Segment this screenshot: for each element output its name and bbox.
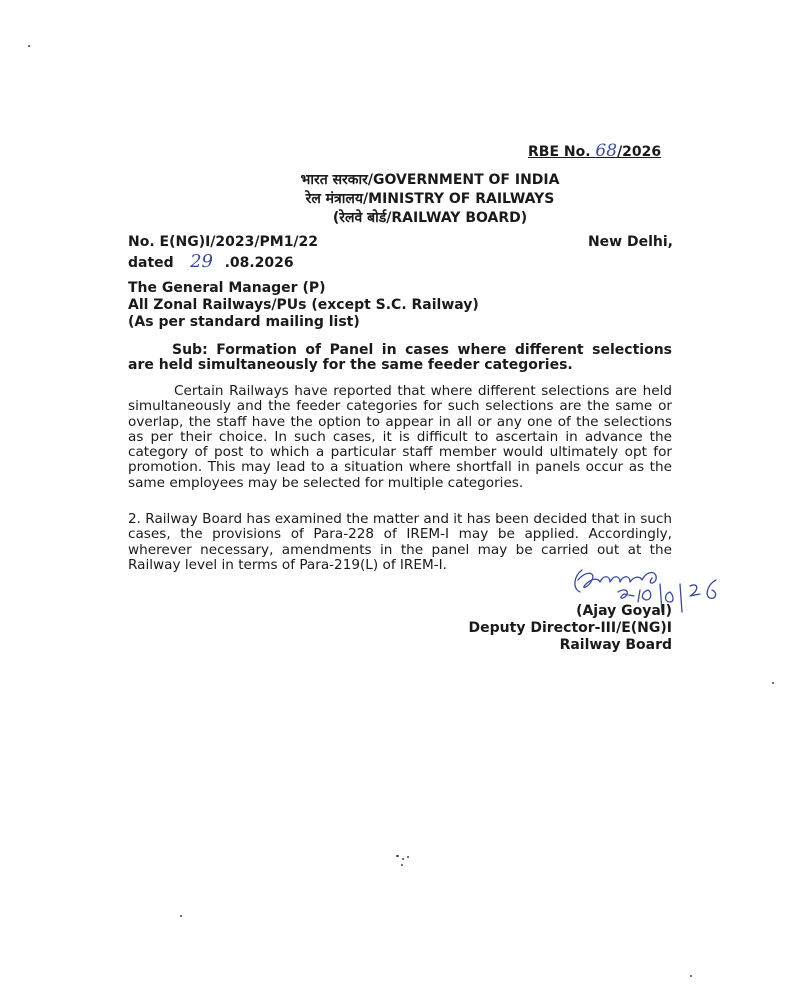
letterhead [160,171,700,228]
scan-speck [690,975,692,977]
dated-rest: .08.2026 [224,255,294,271]
letterhead-board: (रेलवे बोर्ड/RAILWAY BOARD) [332,210,528,226]
scan-speck [180,915,182,917]
signatory-block [420,603,672,654]
signatory-name: (Ajay Goyal) [576,603,672,619]
addressee-line-3: (As per standard mailing list) [128,314,360,330]
signatory-office: Railway Board [559,637,672,653]
addressee-line-2: All Zonal Railways/PUs (except S.C. Railway) [128,297,479,313]
rbe-number [528,141,661,161]
scan-speck [402,858,404,860]
addressee-line-1: The General Manager (P) [128,280,326,296]
scan-speck [396,855,399,857]
dated-label: dated [128,255,174,271]
rbe-suffix: /2026 [617,144,662,160]
reference-number: No. E(NG)I/2023/PM1/22 [128,234,319,250]
letterhead-government: भारत सरकार/GOVERNMENT OF INDIA [300,172,560,188]
addressee-block [128,280,479,331]
date-line [128,251,294,272]
scan-speck [28,45,30,47]
rbe-handwritten-number: 68 [595,141,618,161]
scan-speck [401,864,403,866]
place-of-issue: New Delhi, [587,234,673,250]
letterhead-ministry: रेल मंत्रालय/MINISTRY OF RAILWAYS [305,191,555,207]
scan-speck [407,856,409,858]
subject-line: Sub: Formation of Panel in cases where different selections are held simultaneously for the same feeder categories. [128,342,672,373]
handwritten-day: 29 [190,251,214,272]
signatory-designation: Deputy Director-III/E(NG)I [468,620,672,636]
body-paragraph-1: Certain Railways have reported that where different selections are held simultaneously and the feeder categories for such selections are the same or overlap, the staff have the option to appear in all or any one of the selections as per their choice. In such cases, it is difficult to ascertain in advance the category of post to which a particular staff member would ultimately opt for promotion. This may lead to a situation where shortfall in panels occur as the same employees may be selected for multiple categories. [128,383,672,491]
body-paragraph-2: 2. Railway Board has examined the matter and it has been decided that in such cases, the provisions of Para-228 of IREM-I may be applied. Accordingly, wherever necessary, amendments in the panel may be carried out at the Railway level in terms of Para-219(L) of IREM-I. [128,511,672,573]
scan-speck [772,682,774,684]
rbe-prefix: RBE No. [528,144,596,160]
